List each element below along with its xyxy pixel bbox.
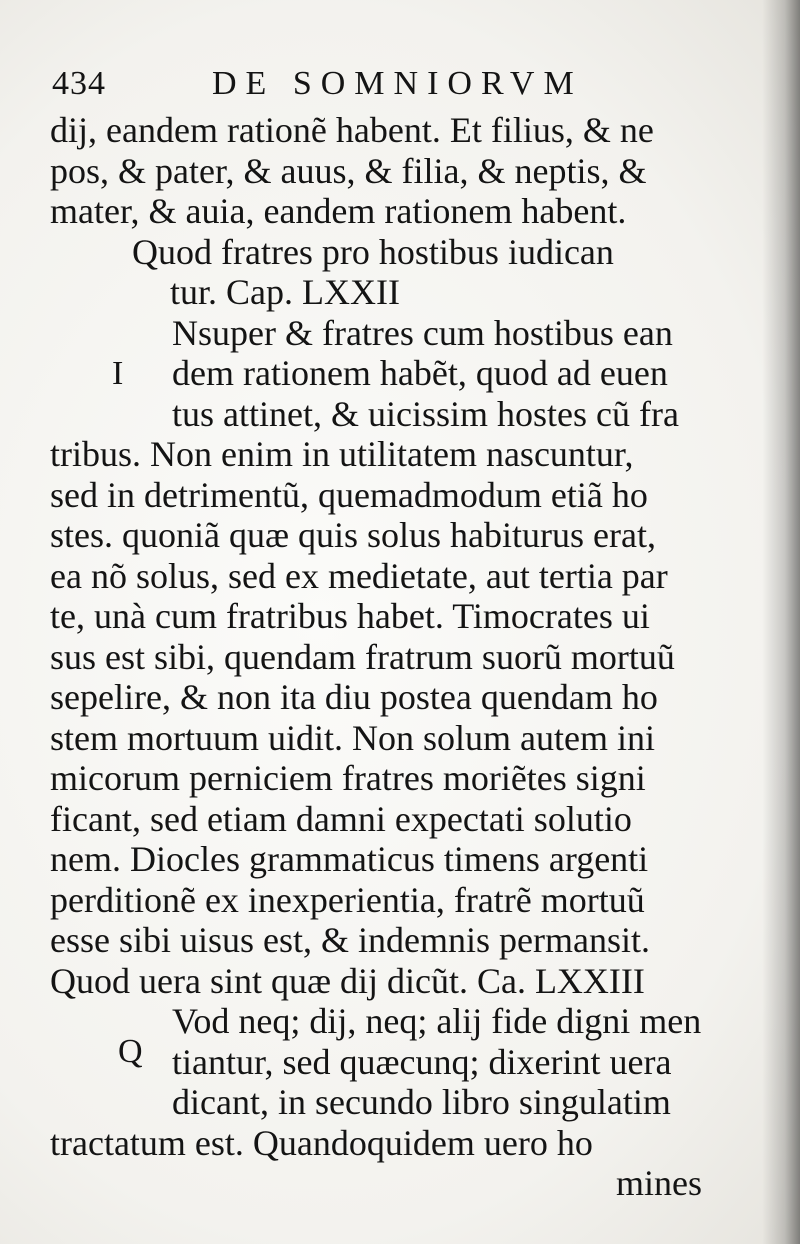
text-line: dij, eandem rationẽ habent. Et filius, & ne <box>50 110 654 150</box>
text-line: stes. quoniã quæ quis solus habiturus erat, <box>50 515 656 555</box>
text-line: te, unà cum fratribus habet. Timocrates ui <box>50 596 650 636</box>
text-line: nem. Diocles grammaticus timens argenti <box>50 839 649 879</box>
text-line: sepelire, & non ita diu postea quendam ho <box>50 677 658 717</box>
text-line: tus attinet, & uicissim hostes cũ fra <box>172 393 679 434</box>
text-line: dem rationem habẽt, quod ad euen <box>172 353 668 393</box>
text-line: pos, & pater, & auus, & filia, & neptis, & <box>50 150 647 191</box>
text-line: tribus. Non enim in utilitatem nascuntur, <box>50 434 634 474</box>
text-line: tiantur, sed quæcunq; dixerint uera <box>172 1041 672 1082</box>
text-line: Vod neq; dij, neq; alij fide digni men <box>172 1001 702 1041</box>
text-line: Nsuper & fratres cum hostibus ean <box>172 312 673 353</box>
body-text <box>50 110 740 1204</box>
text-line: sed in detrimentũ, quemadmodum etiã ho <box>50 474 648 515</box>
page-gutter-shadow <box>762 0 800 1244</box>
text-line: micorum perniciem fratres moriẽtes signi <box>50 758 646 798</box>
chapter-heading-line: Quod uera sint quæ dij dicũt. Ca. LXXIII <box>50 960 645 1001</box>
text-line: perditionẽ ex inexperientia, fratrẽ mortuũ <box>50 879 645 920</box>
initial-guide-letter-i: I <box>112 355 124 392</box>
text-line: sus est sibi, quendam fratrum suorũ mortuũ <box>50 636 675 677</box>
initial-guide-letter-q: Q <box>118 1033 143 1070</box>
text-line: mines <box>616 1163 702 1203</box>
page-header <box>52 62 652 106</box>
text-line: esse sibi uisus est, & indemnis permansit. <box>50 920 650 960</box>
chapter-heading-line: Quod fratres pro hostibus iudican <box>132 231 614 272</box>
chapter-heading-line: tur. Cap. LXXII <box>170 272 400 312</box>
text-line: dicant, in secundo libro singulatim <box>172 1082 671 1122</box>
text-line: stem mortuum uidit. Non solum autem ini <box>50 717 655 758</box>
page-number: 434 <box>52 65 106 102</box>
text-line: ficant, sed etiam damni expectati solutio <box>50 798 632 839</box>
text-line: ea nõ solus, sed ex medietate, aut tertia par <box>50 555 668 596</box>
text-line: mater, & auia, eandem rationem habent. <box>50 191 627 231</box>
text-line: tractatum est. Quandoquidem uero ho <box>50 1122 593 1163</box>
running-title: DE SOMNIORVM <box>212 65 583 102</box>
